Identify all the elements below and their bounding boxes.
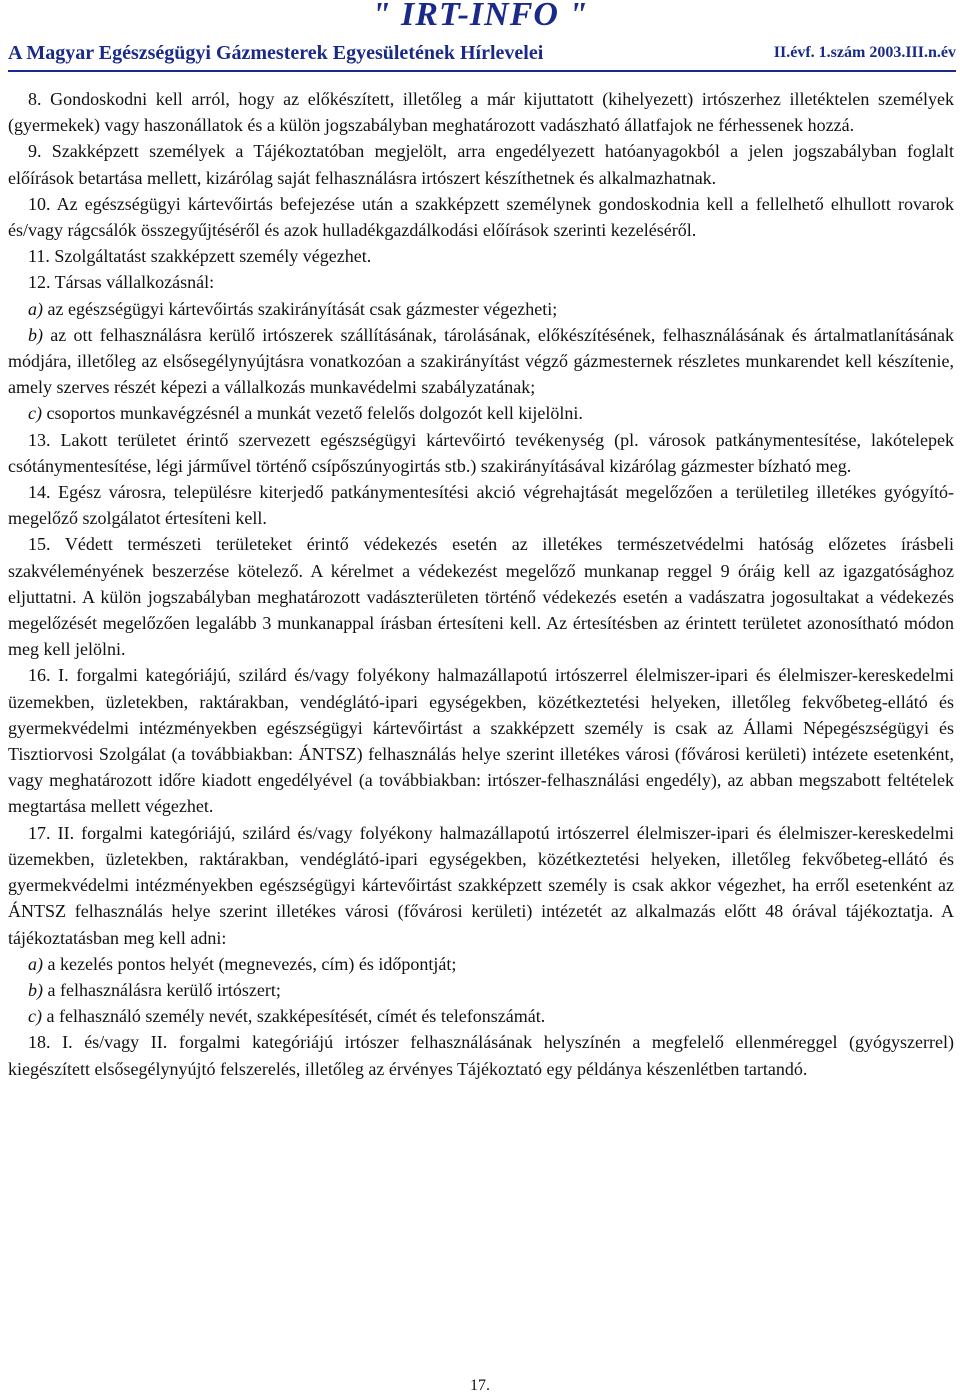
association-name: A Magyar Egészségügyi Gázmesterek Egyesületének Hírlevelei [8, 42, 544, 64]
paragraph-17c [8, 1003, 954, 1029]
newsletter-title: " IRT-INFO " [371, 0, 589, 33]
item-label-17a: a) [28, 953, 43, 974]
item-label-12a: a) [28, 298, 43, 319]
paragraph-18: 18. I. és/vagy II. forgalmi kategóriájú irtószer felhasználásának helyszínén a megfelelő ellenméreggel (gyógyszerrel) kiegészített elsősegélynyújtó felszerelés, illetőleg az érvényes Tájékoztató egy példánya készenlétben tartandó. [8, 1032, 954, 1079]
paragraph-8: 8. Gondoskodni kell arról, hogy az előkészített, illetőleg a már kijuttatott (kihelyezett) irtószerhez illetéktelen személyek (gyermekek) vagy haszonállatok és a külön jogszabályban meghatározott vadászható állatfajok ne férhessenek hozzá. [8, 89, 954, 136]
article-body [8, 86, 954, 1082]
paragraph-17: 17. II. forgalmi kategóriájú, szilárd és/vagy folyékony halmazállapotú irtószerrel élelmiszer-ipari és élelmiszer-kereskedelmi üzemekben, üzletekben, raktárakban, vendéglátó-ipari egységekben, közétkeztetési helyeken, illetőleg fekvőbeteg-ellátó és gyermekvédelmi intézményekben egészségügyi kártevőirtást szakképzett személy is csak akkor végezhet, ha erről esetenként az ÁNTSZ felhasználás helye szerint illetékes városi (fővárosi kerületi) intézetét az alkalmazás előtt 48 órával tájékoztatja. A tájékoztatásban meg kell adni: [8, 822, 954, 948]
item-text-12b: az ott felhasználásra kerülő irtószerek szállításának, tárolásának, előkészítésének, felhasználásának és ártalmatlanításának módjára, illetőleg az elsősegélynyújtásra vonatkozóan a szakirányítást végző gázmesternek részletes munkarendet kell készítenie, amely szerves részét képezi a vállalkozás munkavédelmi szabályzatának; [8, 324, 954, 398]
item-label-12b: b) [28, 324, 43, 345]
paragraph-10: 10. Az egészségügyi kártevőirtás befejezése után a szakképzett személynek gondoskodnia kell a fellelhető elhullott rovarok és/vagy rágcsálók összegyűjtéséről és azok hulladékgazdálkodási előírások szerinti kezeléséről. [8, 193, 954, 241]
item-label-17c: c) [28, 1006, 42, 1027]
item-label-17b: b) [28, 979, 43, 1000]
paragraph-15: 15. Védett természeti területeket érintő védekezés esetén az illetékes természetvédelmi hatóság előzetes írásbeli szakvéleményének beszerzése kötelező. A kérelmet a védekezést megelőző munkanap reggel 9 óráig kell az igazgatósághoz eljuttatni. A külön jogszabályban meghatározott vadászterületen történő védekezés esetén a vadászatra jogosultakat a védekezés megelőzését megelőzően legalább 3 munkanappal írásban értesíteni kell. Az értesítésben az érintett területet azonosítható módon meg kell jelölni. [8, 534, 954, 660]
paragraph-12c [8, 400, 954, 426]
issue-info: II.évf. 1.szám 2003.III.n.év [773, 44, 956, 61]
item-text-17c: a felhasználó személy nevét, szakképesítését, címét és telefonszámát. [41, 1006, 546, 1027]
item-text-17b: a felhasználásra kerülő irtószert; [43, 979, 281, 1000]
item-text-17a: a kezelés pontos helyét (megnevezés, cím) és időpontját; [43, 953, 457, 974]
item-text-12a: az egészségügyi kártevőirtás szakirányítását csak gázmester végezheti; [43, 298, 558, 319]
item-text-12c: csoportos munkavégzésnél a munkát vezető felelős dolgozót kell kijelölni. [41, 403, 583, 424]
paragraph-12b [8, 322, 954, 401]
masthead [0, 0, 960, 72]
header-divider [8, 70, 956, 72]
paragraph-12a [8, 296, 954, 322]
paragraph-17b [8, 977, 954, 1003]
paragraph-17a [8, 951, 954, 977]
paragraph-14: 14. Egész városra, településre kiterjedő patkánymentesítési akció végrehajtását megelőzően a területileg illetékes gyógyító-megelőző szolgálatot értesíteni kell. [8, 482, 954, 529]
paragraph-16: 16. I. forgalmi kategóriájú, szilárd és/vagy folyékony halmazállapotú irtószerrel élelmiszer-ipari és élelmiszer-kereskedelmi üzemekben, üzletekben, raktárakban, vendéglátó-ipari egységekben, közétkeztetési helyeken, illetőleg fekvőbeteg-ellátó és gyermekvédelmi intézményekben egészségügyi kártevőirtást a szakképzett személy is csak az Állami Népegészségügyi és Tisztiorvosi Szolgálat (a továbbiakban: ÁNTSZ) felhasználás helye szerint illetékes városi (fővárosi kerületi) intézete esetenként, vagy meghatározott időre kiadott engedélyével (a továbbiakban: irtószer-felhasználási engedély), az abban megszabott feltételek megtartása mellett végezhet. [8, 665, 954, 817]
paragraph-11: 11. Szolgáltatást szakképzett személy végezhet. [28, 246, 372, 267]
paragraph-12: 12. Társas vállalkozásnál: [28, 272, 215, 293]
paragraph-13: 13. Lakott területet érintő szervezett egészségügyi kártevőirtó tevékenység (pl. városok patkánymentesítése, lakótelepek csótánymentesítése, légi járművel történő csípőszúnyogirtás stb.) szakirányításával kizárólag gázmester bízható meg. [8, 429, 954, 476]
page-number: 17. [470, 1377, 490, 1394]
item-label-12c: c) [28, 403, 42, 424]
paragraph-9: 9. Szakképzett személyek a Tájékoztatóban megjelölt, arra engedélyezett hatóanyagokból a jelen jogszabályban foglalt előírások betartása mellett, kizárólag saját felhasználásra irtószert készíthetnek és alkalmazhatnak. [8, 141, 954, 188]
